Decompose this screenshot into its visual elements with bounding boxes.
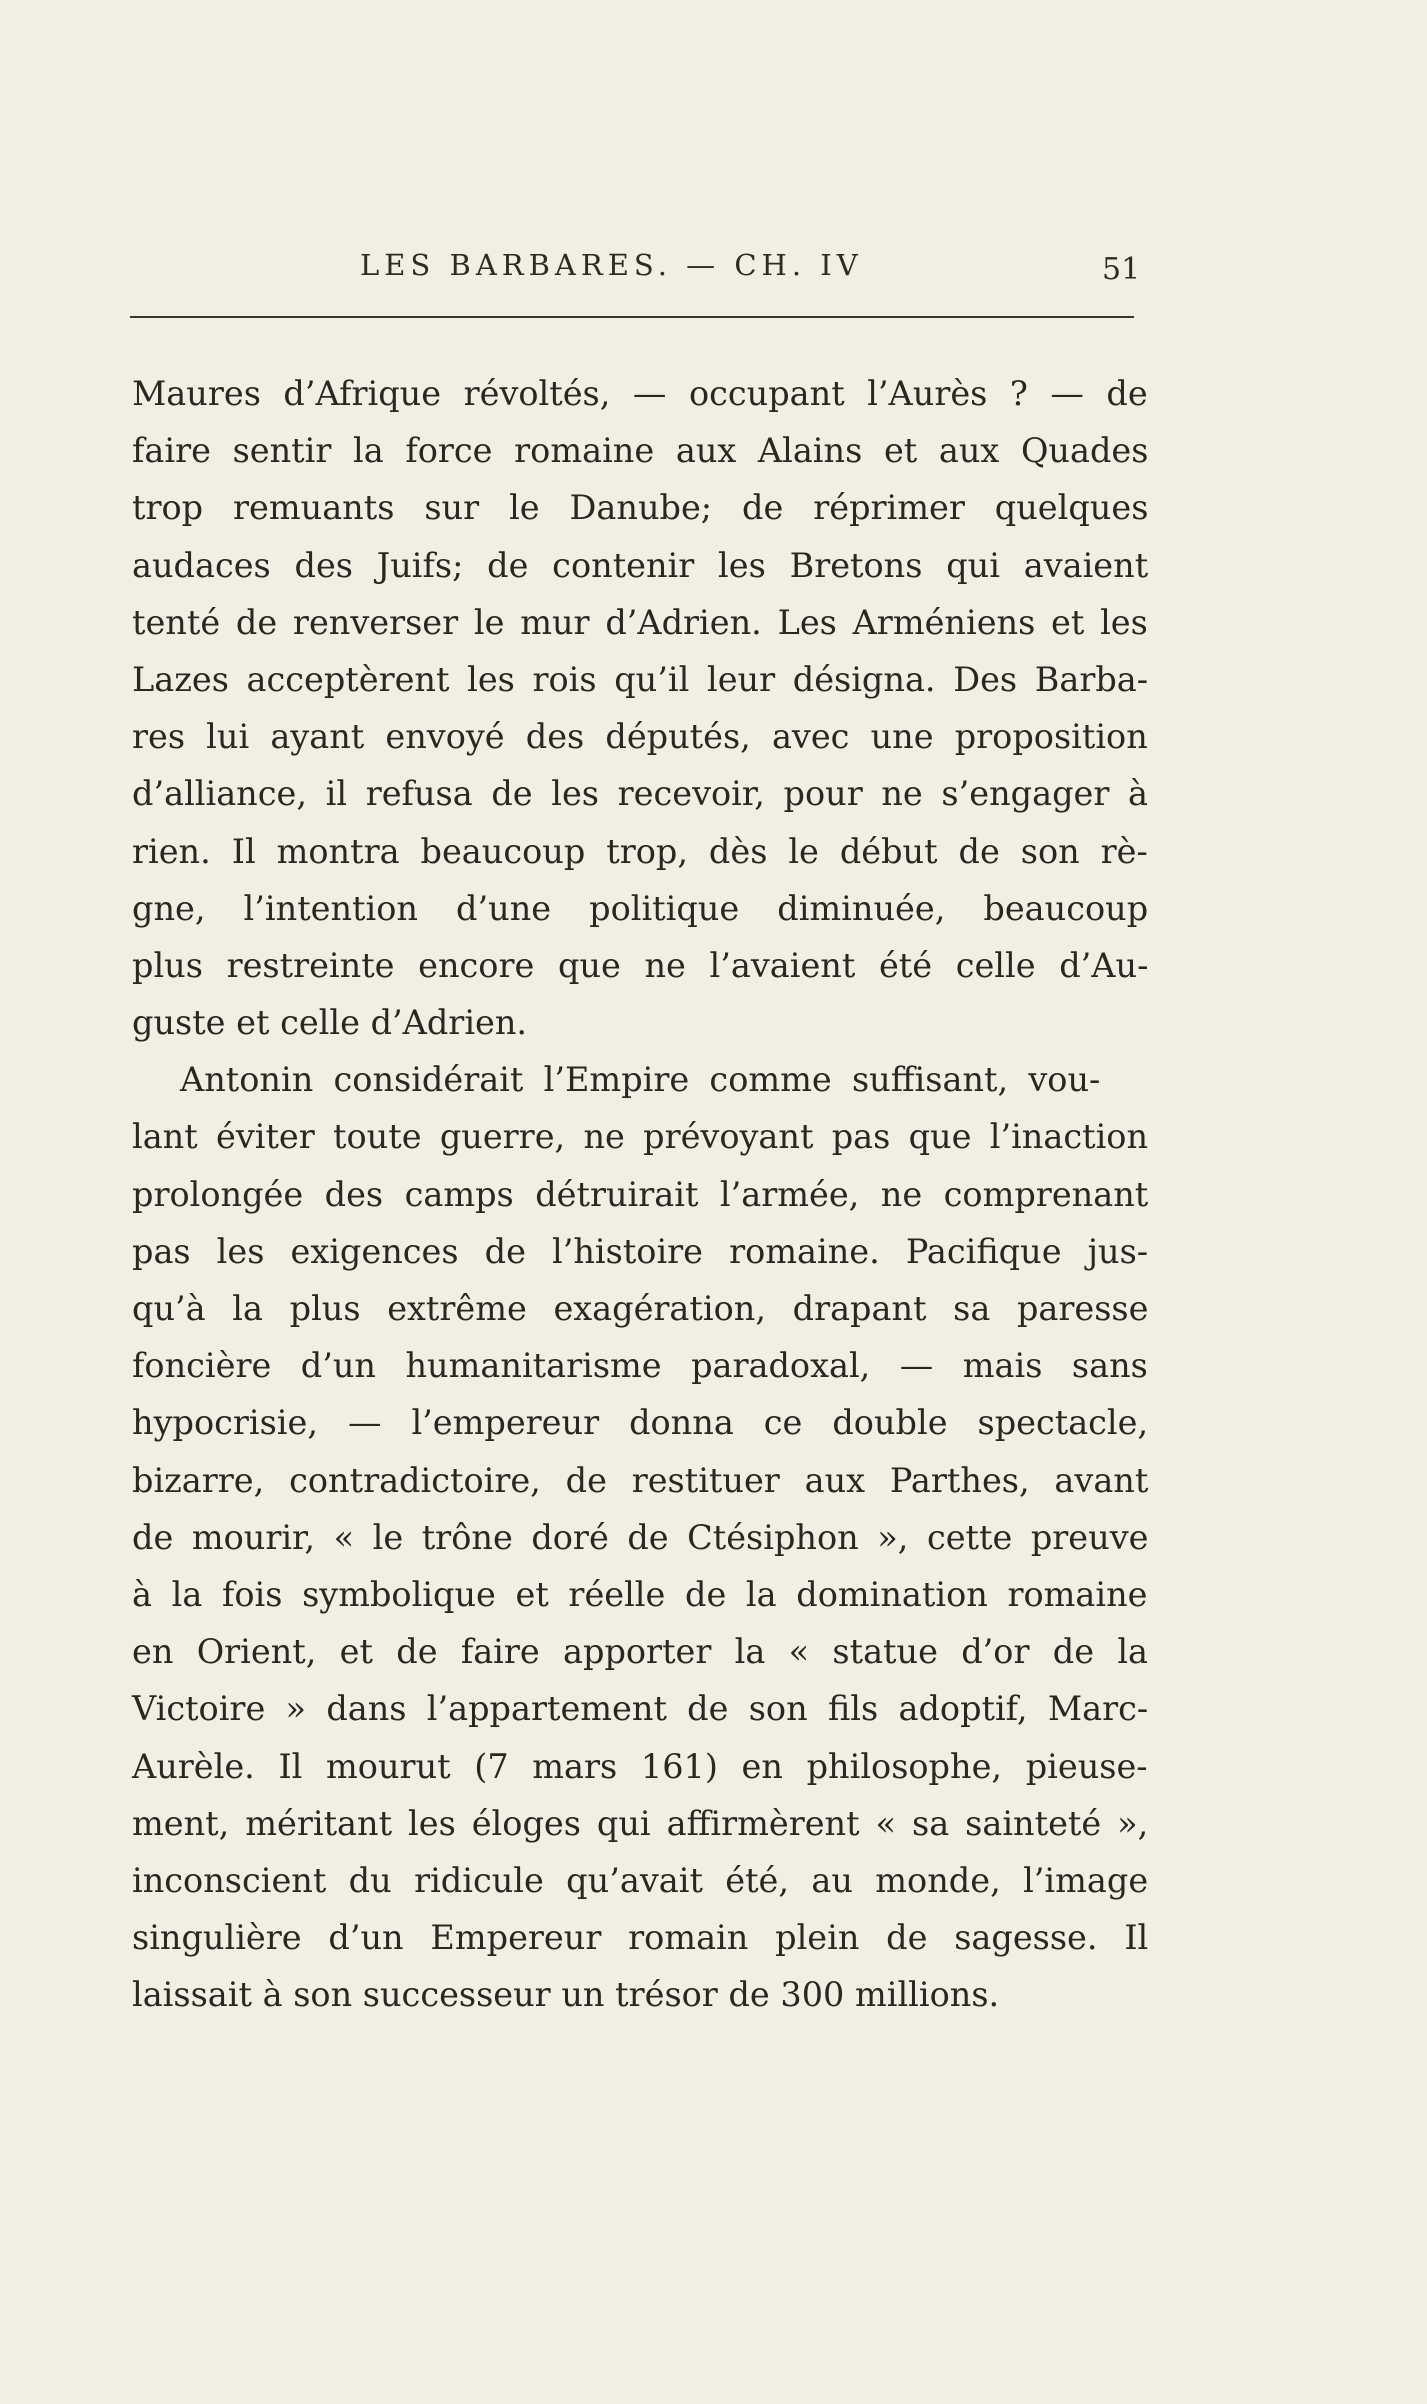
text-line: foncière d’un humanitarisme paradoxal, — mais sans <box>132 1346 1148 1386</box>
page-number: 51 <box>1102 252 1141 287</box>
text-line: à la fois symbolique et réelle de la domination romaine <box>132 1574 1148 1614</box>
text-line: qu’à la plus extrême exagération, drapant sa paresse <box>132 1289 1149 1328</box>
text-line: Lazes acceptèrent les rois qu’il leur désigna. Des Barba- <box>132 659 1149 699</box>
text-line: res lui ayant envoyé des députés, avec une proposition <box>132 717 1148 757</box>
text-line: Victoire » dans l’appartement de son fils adoptif, Marc- <box>132 1689 1149 1729</box>
text-line: pas les exigences de l’histoire romaine. Pacifique jus- <box>132 1231 1149 1271</box>
running-head <box>130 240 1141 300</box>
text-line: singulière d’un Empereur romain plein de sagesse. Il <box>132 1918 1149 1958</box>
text-line: lant éviter toute guerre, ne prévoyant pas que l’inaction <box>132 1117 1149 1157</box>
text-line: bizarre, contradictoire, de restituer aux Parthes, avant <box>132 1460 1149 1500</box>
text-line: gne, l’intention d’une politique diminuée, beaucoup <box>132 888 1149 928</box>
paragraph-start-line: Antonin considérait l’Empire comme suffisant, vou- <box>180 1060 1101 1100</box>
text-line: guste et celle d’Adrien. <box>132 1003 528 1043</box>
text-line: en Orient, et de faire apporter la « statue d’or de la <box>132 1632 1149 1672</box>
text-line: ment, méritant les éloges qui affirmèrent « sa sainteté », <box>132 1803 1149 1843</box>
text-line: d’alliance, il refusa de les recevoir, pour ne s’engager à <box>132 774 1148 814</box>
text-line: tenté de renverser le mur d’Adrien. Les Arméniens et les <box>132 602 1148 642</box>
text-line: audaces des Juifs; de contenir les Bretons qui avaient <box>132 545 1149 585</box>
text-line: faire sentir la force romaine aux Alains et aux Quades <box>132 431 1149 471</box>
text-line: trop remuants sur le Danube; de réprimer quelques <box>132 488 1149 528</box>
running-title: LES BARBARES. — CH. IV <box>360 248 863 282</box>
text-line: prolongée des camps détruirait l’armée, ne comprenant <box>132 1174 1149 1214</box>
text-line: de mourir, « le trône doré de Ctésiphon », cette preuve <box>132 1517 1149 1557</box>
text-line: Maures d’Afrique révoltés, — occupant l’Aurès ? — de <box>132 374 1148 413</box>
text-line: rien. Il montra beaucoup trop, dès le début de son rè- <box>132 831 1148 871</box>
header-rule <box>130 316 1134 318</box>
text-line: laissait à son successeur un trésor de 300 millions. <box>132 1975 1000 2015</box>
text-line: plus restreinte encore que ne l’avaient été celle d’Au- <box>132 945 1149 985</box>
text-line: inconscient du ridicule qu’avait été, au monde, l’image <box>132 1860 1149 1900</box>
text-line: Aurèle. Il mourut (7 mars 161) en philosophe, pieuse- <box>132 1746 1148 1786</box>
text-line: hypocrisie, — l’empereur donna ce double spectacle, <box>132 1403 1149 1443</box>
body-text <box>132 365 1152 2023</box>
